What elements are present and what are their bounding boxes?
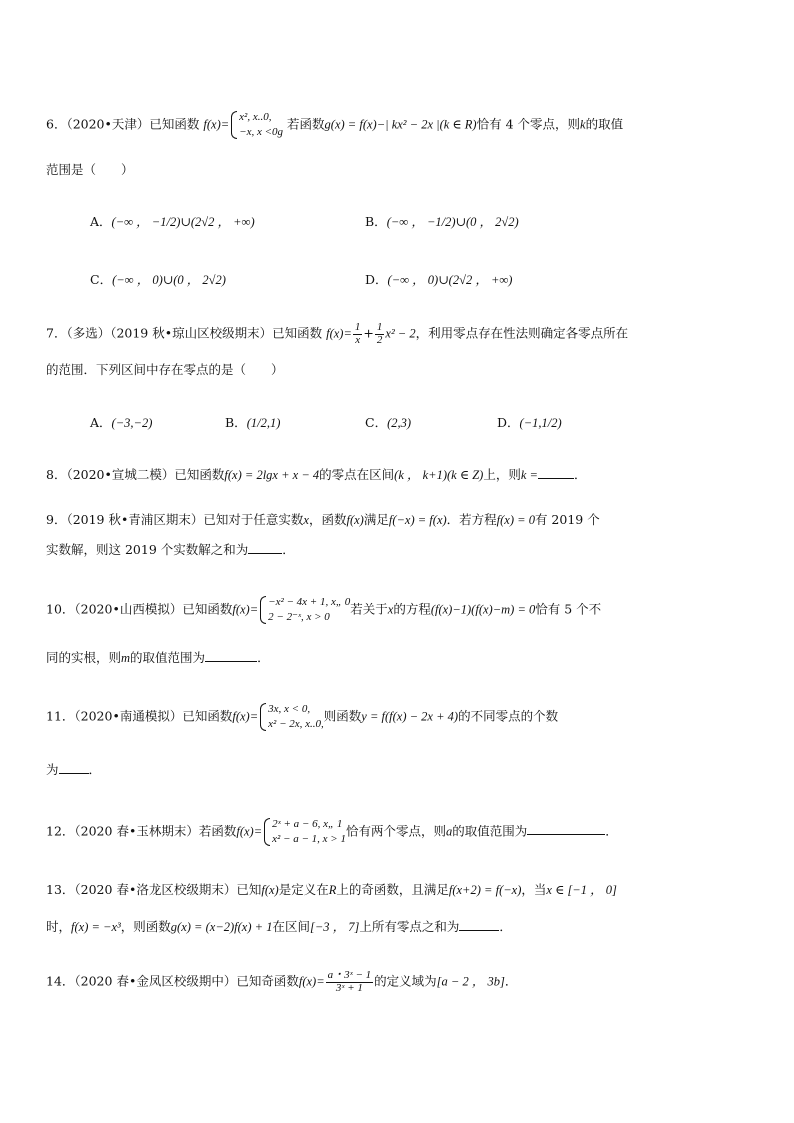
question-number: 10． (46, 601, 75, 617)
question-text: 在区间 (272, 919, 310, 934)
math-expression: f(x) (261, 883, 279, 897)
question-source: （2019 秋•青浦区期末） (66, 512, 204, 527)
math-expression: f(x) (346, 513, 364, 527)
question-number: 7． (46, 325, 67, 341)
math-expression: [a − 2 ， 3b] (436, 974, 505, 989)
question-number: 6． (46, 116, 67, 132)
piecewise-case: 3x, x < 0, (268, 703, 311, 715)
answer-blank[interactable] (527, 822, 605, 835)
question-text: ，利用零点存在性法则确定各零点所在 (415, 325, 629, 341)
punctuation: ． (573, 467, 587, 482)
question-text: 实数解，则这 2019 个实数解之和为 (46, 542, 249, 557)
question-text: 已知函数 (174, 467, 225, 482)
piecewise-definition (260, 595, 350, 625)
numerator: 1 (354, 321, 361, 333)
option-label: A． (90, 214, 112, 229)
answer-blank[interactable] (248, 541, 282, 554)
option-a[interactable] (90, 413, 152, 431)
punctuation: ． (605, 823, 618, 839)
question-10-line2 (46, 648, 746, 668)
math-expression: g(x) = (x−2)f(x) + 1 (170, 920, 273, 934)
math-expression: f(x+2) = f(−x) (448, 883, 522, 897)
question-source: （2020•天津） (66, 116, 150, 132)
question-source: （2020•山西模拟） (74, 601, 183, 617)
question-number: 11． (46, 708, 75, 724)
question-text: 若函数 (198, 823, 237, 839)
question-source: （多选）（2019 秋•琼山区校级期末） (66, 325, 273, 341)
question-text: 上所有零点之和为 (359, 919, 460, 934)
question-source: （2020 春•玉林期末） (74, 823, 199, 839)
piecewise-case: 2ˣ + a − 6, x„ 1 (272, 818, 343, 830)
question-text: 已知 (236, 882, 262, 897)
math-expression: (f(x)−1)(f(x)−m) = 0 (430, 602, 536, 617)
question-text: 的定义域为 (374, 973, 437, 989)
question-text: 时， (46, 919, 72, 934)
question-12 (46, 817, 746, 847)
math-variable: k (580, 117, 586, 132)
denominator: 2 (376, 333, 383, 346)
question-text: 为 (46, 762, 59, 777)
function-name: f(x)= (232, 709, 259, 724)
question-9-line2 (46, 540, 746, 560)
question-number: 12． (46, 823, 75, 839)
question-text: 已知函数 (182, 708, 233, 724)
question-text: 的取值范围为 (452, 823, 528, 839)
denominator: 3ˣ + 1 (335, 981, 363, 994)
question-source: （2020•南通模拟） (74, 708, 183, 724)
option-label: D． (497, 415, 520, 430)
question-11-line2 (46, 760, 746, 780)
math-variable: a (445, 824, 453, 839)
piecewise-definition (260, 702, 324, 732)
question-number: 13． (46, 882, 75, 897)
function-name: f(x)= (326, 326, 352, 341)
option-text: (2,3) (387, 416, 412, 430)
option-text: (1/2,1) (246, 416, 281, 430)
fraction (326, 970, 374, 994)
numerator: a・3ˣ − 1 (327, 969, 372, 981)
math-expression: k = (520, 468, 538, 482)
math-expression: f(x) = −x³ (71, 920, 121, 934)
numerator: 1 (376, 321, 383, 333)
math-expression: [−3 ， 7] (309, 920, 360, 934)
question-text: 恰有 4 个零点，则 (476, 116, 581, 132)
punctuation: ． (257, 650, 270, 665)
piecewise-case: x² − a − 1, x > 1 (272, 832, 346, 845)
math-expression: y = f(f(x) − 2x + 4) (361, 709, 459, 724)
option-label: C． (365, 415, 388, 430)
math-expression: x² − 2 (385, 326, 416, 341)
function-name: f(x)= (298, 974, 325, 989)
question-10 (46, 595, 746, 625)
option-label: B． (225, 415, 247, 430)
question-text: 的零点在区间 (319, 467, 395, 482)
question-text: 已知函数 (149, 116, 200, 132)
question-text: 恰有 5 个不 (535, 601, 602, 617)
question-13-line2 (46, 917, 746, 937)
question-7: 7．（多选）（2019 秋•琼山区校级期末）已知函数 f(x)= $\frac{1}{x}$ + $\frac{1}{2}$ x² − 2，利用零点存在性法则确定各零点所在 (46, 321, 629, 346)
question-text: 已知奇函数 (236, 973, 299, 989)
math-expression: g(x) = f(x)−| kx² − 2x |(k ∈ R) (324, 117, 477, 132)
question-text: 上的奇函数，且满足 (336, 882, 449, 897)
option-label: D． (365, 272, 388, 287)
question-source: （2020•宣城二模） (66, 467, 175, 482)
question-text: 范围是（ ） (46, 162, 134, 177)
question-text: 若函数 (287, 116, 325, 132)
math-variable: R (328, 883, 337, 897)
question-text: 的不同零点的个数 (458, 708, 559, 724)
punctuation: ． (504, 973, 518, 989)
question-number: 9． (46, 512, 67, 527)
answer-blank[interactable] (59, 761, 89, 774)
question-text: 已知函数 (272, 325, 323, 341)
option-label: B． (365, 214, 387, 229)
question-text: 已知函数 (182, 601, 233, 617)
question-source: （2020 春•洛龙区校级期末） (74, 882, 237, 897)
option-c[interactable] (90, 270, 226, 288)
math-expression: f(x) = 2lgx + x − 4 (224, 468, 320, 482)
question-source: （2020 春•金凤区校级期中） (74, 973, 237, 989)
math-expression: f(−x) = f(x) (388, 513, 447, 527)
math-expression: f(x) = 0 (496, 513, 535, 527)
question-text: 的方程 (393, 601, 431, 617)
question-text: 已知对于任意实数 (203, 512, 304, 527)
question-text: ，当 (521, 882, 547, 897)
piecewise-definition (264, 817, 346, 847)
question-7-line2 (46, 360, 746, 380)
question-number: 14． (46, 973, 75, 989)
question-text: 满足 (363, 512, 389, 527)
math-expression: (k ， k+1)(k ∈ Z) (394, 468, 484, 482)
question-text: 恰有两个零点，则 (345, 823, 446, 839)
option-label: A． (90, 415, 112, 430)
option-text: (−∞ ， −1/2)∪(2√2 ， +∞) (111, 215, 255, 229)
question-14 (46, 970, 746, 994)
function-name: f(x)= (232, 602, 259, 617)
piecewise-case: 2 − 2⁻ˣ, x > 0 (268, 610, 330, 623)
piecewise-case: −x² − 4x + 1, x„ 0 (268, 596, 351, 608)
question-text: 同的实根，则 (46, 650, 122, 665)
answer-blank[interactable] (459, 918, 499, 931)
question-text: ，则函数 (120, 919, 171, 934)
punctuation: ． (499, 919, 512, 934)
piecewise-case: x² − 2x, x..0, (268, 717, 324, 730)
question-text: 若关于 (350, 601, 388, 617)
question-9 (46, 510, 746, 530)
question-6 (46, 110, 746, 140)
denominator: x (355, 333, 361, 346)
option-b[interactable] (365, 212, 519, 230)
question-text: ，函数 (308, 512, 347, 527)
option-text: (−3,−2) (111, 416, 153, 430)
math-variable: x (387, 602, 394, 617)
question-13 (46, 880, 746, 900)
function-name: f(x)= (203, 117, 230, 132)
math-variable: m (121, 651, 131, 665)
option-d[interactable] (497, 413, 562, 431)
math-variable: x (303, 513, 309, 527)
question-11 (46, 702, 746, 732)
fraction (353, 322, 363, 346)
question-text: 有 2019 个 (534, 512, 600, 527)
option-text: (−∞ ， 0)∪(2√2 ， +∞) (387, 273, 513, 287)
punctuation: ． (282, 542, 295, 557)
question-text: 的取值 (585, 116, 624, 132)
option-d[interactable] (365, 270, 512, 288)
option-text: (−1,1/2) (519, 416, 562, 430)
question-number: 8． (46, 467, 67, 482)
piecewise-case: −x, x <0g (239, 125, 284, 138)
question-text: 则函数 (323, 708, 362, 724)
question-text: 是定义在 (278, 882, 329, 897)
punctuation: ． (88, 762, 102, 777)
answer-blank[interactable] (538, 466, 574, 479)
option-b[interactable] (225, 413, 280, 431)
question-text: ．若方程 (446, 512, 497, 527)
piecewise-case: x², x..0, (239, 111, 272, 123)
piecewise-definition (231, 110, 283, 140)
option-label: C． (90, 272, 113, 287)
option-text: (−∞ ， −1/2)∪(0 ， 2√2) (386, 215, 519, 229)
option-c[interactable] (365, 413, 411, 431)
question-6-line2 (46, 160, 746, 180)
option-text: (−∞ ， 0)∪(0 ， 2√2) (112, 273, 226, 287)
answer-blank[interactable] (205, 649, 257, 662)
fraction (375, 322, 385, 346)
question-8 (46, 465, 746, 485)
option-a[interactable] (90, 212, 255, 230)
question-text: 的范围．下列区间中存在零点的是（ ） (46, 362, 284, 377)
question-text: 的取值范围为 (130, 650, 206, 665)
question-text: 上，则 (483, 467, 521, 482)
math-expression: x ∈ [−1 ， 0] (546, 883, 617, 897)
function-name: f(x)= (236, 824, 263, 839)
